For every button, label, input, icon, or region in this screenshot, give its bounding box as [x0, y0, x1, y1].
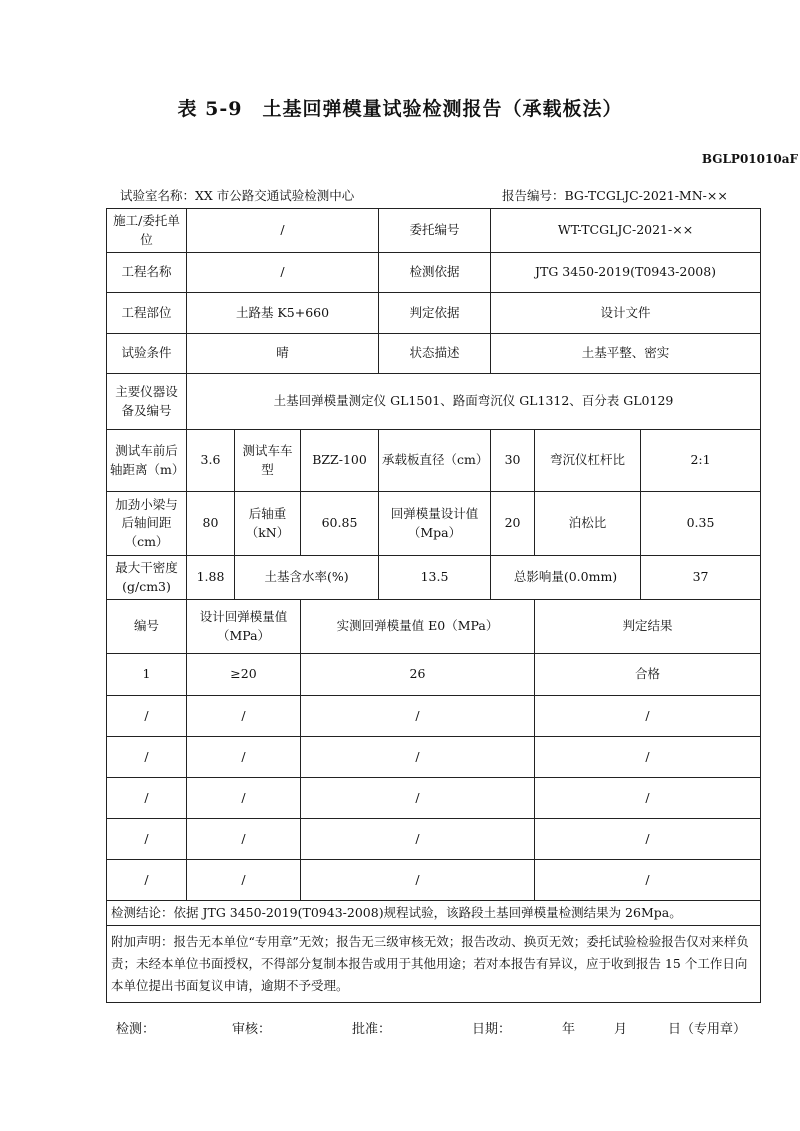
- report-title: 表 5-9 土基回弹模量试验检测报告（承载板法）: [177, 98, 623, 120]
- truck-type-label: 测试车车型: [235, 430, 301, 492]
- cell-result: /: [535, 696, 761, 737]
- signature-footer: [0, 1018, 800, 1036]
- cell-no: /: [107, 860, 187, 901]
- axle-distance-value: 3.6: [187, 430, 235, 492]
- cell-measured: 26: [301, 654, 535, 696]
- cell-design: /: [187, 860, 301, 901]
- cell-no: /: [107, 819, 187, 860]
- form-code: BGLP01010aF: [701, 152, 798, 166]
- poisson-label: 泊松比: [535, 492, 641, 556]
- entrust-value: WT-TCGLJC-2021-××: [491, 209, 761, 253]
- poisson-value: 0.35: [641, 492, 761, 556]
- table-row: [107, 778, 761, 819]
- rear-axle-value: 60.85: [301, 492, 379, 556]
- state-label: 状态描述: [379, 334, 491, 374]
- reviewer-label: 审核：: [232, 1022, 272, 1037]
- client-label: 施工/委托单位: [107, 209, 187, 253]
- cell-measured: /: [301, 696, 535, 737]
- conclusion: 检测结论：依据 JTG 3450-2019(T0943-2008)规程试验，该路段土基回弹模量检测结果为 26Mpa。: [107, 901, 761, 926]
- cell-no: /: [107, 737, 187, 778]
- cell-measured: /: [301, 778, 535, 819]
- table-row: [107, 737, 761, 778]
- axle-distance-label: 测试车前后轴距离（m）: [107, 430, 187, 492]
- col-header-design: 设计回弹模量值（MPa）: [187, 600, 301, 654]
- cell-result: /: [535, 860, 761, 901]
- date-label: 日期：: [472, 1022, 512, 1037]
- judge-value: 设计文件: [491, 293, 761, 334]
- plate-diameter-value: 30: [491, 430, 535, 492]
- cell-measured: /: [301, 860, 535, 901]
- cell-design: /: [187, 737, 301, 778]
- design-modulus-label: 回弹模量设计值（Mpa）: [379, 492, 491, 556]
- beam-distance-label: 加劲小梁与后轴间距（cm）: [107, 492, 187, 556]
- part-label: 工程部位: [107, 293, 187, 334]
- cell-result: /: [535, 778, 761, 819]
- density-value: 1.88: [187, 556, 235, 600]
- table-row: [107, 860, 761, 901]
- basis-value: JTG 3450-2019(T0943-2008): [491, 253, 761, 293]
- rear-axle-label: 后轴重（kN）: [235, 492, 301, 556]
- table-row: [107, 696, 761, 737]
- design-modulus-value: 20: [491, 492, 535, 556]
- client-value: /: [187, 209, 379, 253]
- cell-measured: /: [301, 819, 535, 860]
- day-stamp-label: 日（专用章）: [668, 1022, 747, 1037]
- cell-design: /: [187, 696, 301, 737]
- report-number: 报告编号：BG-TCGLJC-2021-MN-××: [502, 188, 728, 203]
- report-table: [106, 208, 761, 1003]
- cell-no: /: [107, 778, 187, 819]
- month-label: 月: [614, 1022, 628, 1037]
- project-label: 工程名称: [107, 253, 187, 293]
- lab-name: 试验室名称：XX 市公路交通试验检测中心: [120, 188, 355, 203]
- state-value: 土基平整、密实: [491, 334, 761, 374]
- moisture-label: 土基含水率(%): [235, 556, 379, 600]
- condition-label: 试验条件: [107, 334, 187, 374]
- condition-value: 晴: [187, 334, 379, 374]
- cell-result: 合格: [535, 654, 761, 696]
- beam-distance-value: 80: [187, 492, 235, 556]
- truck-type-value: BZZ-100: [301, 430, 379, 492]
- lever-ratio-value: 2:1: [641, 430, 761, 492]
- moisture-value: 13.5: [379, 556, 491, 600]
- cell-design: ≥20: [187, 654, 301, 696]
- col-header-no: 编号: [107, 600, 187, 654]
- basis-label: 检测依据: [379, 253, 491, 293]
- table-row: [107, 819, 761, 860]
- influence-value: 37: [641, 556, 761, 600]
- instrument-value: 土基回弹模量测定仪 GL1501、路面弯沉仪 GL1312、百分表 GL0129: [187, 374, 761, 430]
- cell-result: /: [535, 737, 761, 778]
- judge-label: 判定依据: [379, 293, 491, 334]
- cell-no: /: [107, 696, 187, 737]
- table-row: [107, 654, 761, 696]
- cell-design: /: [187, 778, 301, 819]
- cell-measured: /: [301, 737, 535, 778]
- lever-ratio-label: 弯沉仪杠杆比: [535, 430, 641, 492]
- cell-design: /: [187, 819, 301, 860]
- approver-label: 批准：: [352, 1022, 392, 1037]
- col-header-result: 判定结果: [535, 600, 761, 654]
- additional-statement: 附加声明：报告无本单位“专用章”无效；报告无三级审核无效；报告改动、换页无效；委托试验检验报告仅对来样负责；未经本单位书面授权，不得部分复制本报告或用于其他用途；若对本报告有异议，应于收到报告 15 个工作日向本单位提出书面复议申请，逾期不予受理。: [107, 926, 761, 1003]
- project-value: /: [187, 253, 379, 293]
- density-label: 最大干密度(g/cm3): [107, 556, 187, 600]
- plate-diameter-label: 承载板直径（cm）: [379, 430, 491, 492]
- instrument-label: 主要仪器设备及编号: [107, 374, 187, 430]
- cell-result: /: [535, 819, 761, 860]
- influence-label: 总影响量(0.0mm): [491, 556, 641, 600]
- cell-no: 1: [107, 654, 187, 696]
- year-label: 年: [562, 1022, 576, 1037]
- tester-label: 检测：: [116, 1022, 156, 1037]
- col-header-measured: 实测回弹模量值 E0（MPa）: [301, 600, 535, 654]
- entrust-label: 委托编号: [379, 209, 491, 253]
- part-value: 土路基 K5+660: [187, 293, 379, 334]
